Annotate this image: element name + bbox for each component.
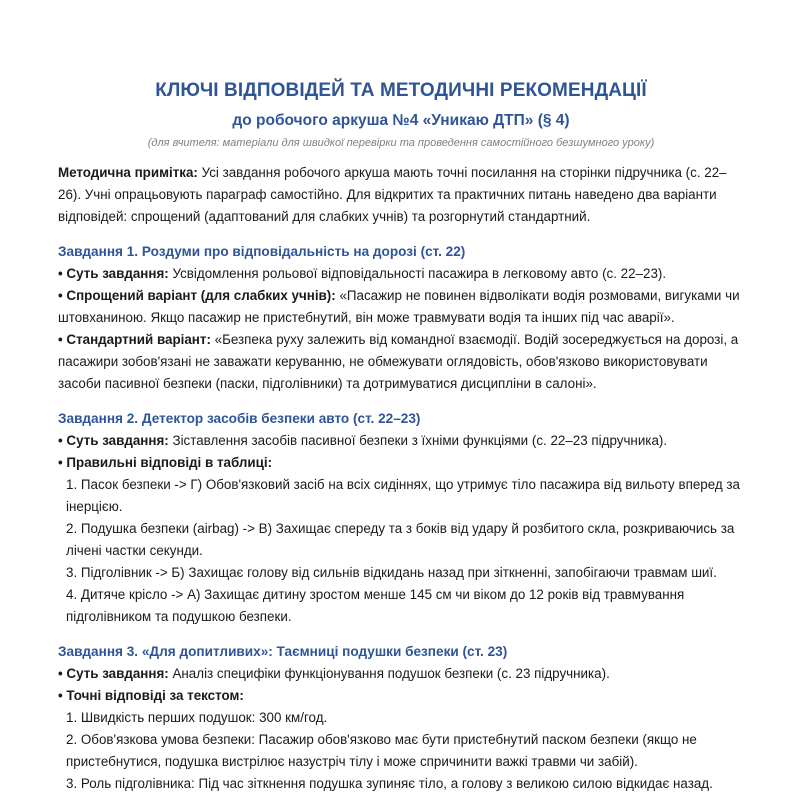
task-3-essence-text: Аналіз специфіки функціонування подушок безпеки (с. 23 підручника). xyxy=(168,666,610,681)
task-1-standard-label: • Стандартний варіант: xyxy=(58,332,211,347)
task-3-answers-label xyxy=(58,685,744,707)
task-3-title: Завдання 3. «Для допитливих»: Таємниці подушки безпеки (ст. 23) xyxy=(58,644,508,659)
list-item: 2. Обов'язкова умова безпеки: Пасажир обов'язково має бути пристебнутий паском безпеки (якщо не пристебнутися, подушка вистрілює назустріч тілу і може спричинити важкі травми чи забій). xyxy=(66,732,697,769)
task-2-answers-label xyxy=(58,452,744,474)
list-item: 2. Подушка безпеки (airbag) -> В) Захищає спереду та з боків від удару й розбитого скла, розкриваючись за лічені частки секунди. xyxy=(66,521,735,558)
list-item: 3. Роль підголівника: Під час зіткнення подушка зупиняє тіло, а голову з великою силою відкидає назад. xyxy=(66,776,713,791)
task-1-essence-label: • Суть завдання: xyxy=(58,266,169,281)
task-3-section xyxy=(58,641,744,795)
task-3-essence xyxy=(58,663,744,685)
task-3-answers-label-text: • Точні відповіді за текстом: xyxy=(58,688,244,703)
teacher-note: (для вчителя: матеріали для швидкої перевірки та проведення самостійного безшумного уроку) xyxy=(147,137,655,149)
task-1-standard-variant xyxy=(58,329,744,395)
method-note-label: Методична примітка: xyxy=(58,165,198,180)
task-2-section xyxy=(58,408,744,628)
method-note-text: Усі завдання робочого аркуша мають точні посилання на сторінки підручника (с. 22–26). Учні опрацьовують параграф самостійно. Для відкритих та практичних питань наведено два варіанти відповідей: спрощений (адаптований для слабких учнів) та розгорнутий стандартний. xyxy=(58,165,727,224)
list-item: 3. Підголівник -> Б) Захищає голову від сильнів відкидань назад при зіткненні, запобігаючи травмам шиї. xyxy=(66,565,717,580)
task-1-standard-text: «Безпека руху залежить від командної взаємодії. Водій зосереджується на дорозі, а пасажири зобов'язані не заважати керуванню, не обмежувати оглядовість, обов'язково використовувати засоби пасивної безпеки (паски, підголівники) та дотримуватися дисципліни в салоні». xyxy=(58,332,739,391)
task-2-answers-label-text: • Правильні відповіді в таблиці: xyxy=(58,455,273,470)
task-2-essence-label: • Суть завдання: xyxy=(58,433,169,448)
list-item: 1. Пасок безпеки -> Г) Обов'язковий засіб на всіх сидіннях, що утримує тіло пасажира від вильоту вперед за інерцією. xyxy=(66,477,740,514)
task-2-essence xyxy=(58,430,744,452)
task-2-essence-text: Зіставлення засобів пасивної безпеки з їхніми функціями (с. 22–23 підручника). xyxy=(168,433,668,448)
task-1-essence xyxy=(58,263,744,285)
method-note xyxy=(58,162,744,228)
page-subtitle: до робочого аркуша №4 «Уникаю ДТП» (§ 4) xyxy=(232,112,570,129)
list-item: 4. Дитяче крісло -> А) Захищає дитину зростом менше 145 см чи віком до 12 років від травмування підголівником та подушкою безпеки. xyxy=(66,587,685,624)
task-1-simple-label: • Спрощений варіант (для слабких учнів): xyxy=(58,288,336,303)
task-1-simple-variant xyxy=(58,285,744,329)
task-1-simple-text: «Пасажир не повинен відволікати водія розмовами, вигуками чи штовханиною. Якщо пасажир не пристебнутий, він може травмувати водія та інших під час аварії». xyxy=(58,288,740,325)
list-item: 1. Швидкість перших подушок: 300 км/год. xyxy=(66,710,328,725)
task-3-essence-label: • Суть завдання: xyxy=(58,666,169,681)
task-1-title: Завдання 1. Роздуми про відповідальність на дорозі (ст. 22) xyxy=(58,244,466,259)
page-title: КЛЮЧІ ВІДПОВІДЕЙ ТА МЕТОДИЧНІ РЕКОМЕНДАЦІЇ xyxy=(155,80,647,101)
task-2-title: Завдання 2. Детектор засобів безпеки авто (ст. 22–23) xyxy=(58,411,421,426)
task-1-section xyxy=(58,241,744,395)
task-1-essence-text: Усвідомлення рольової відповідальності пасажира в легковому авто (с. 22–23). xyxy=(168,266,667,281)
